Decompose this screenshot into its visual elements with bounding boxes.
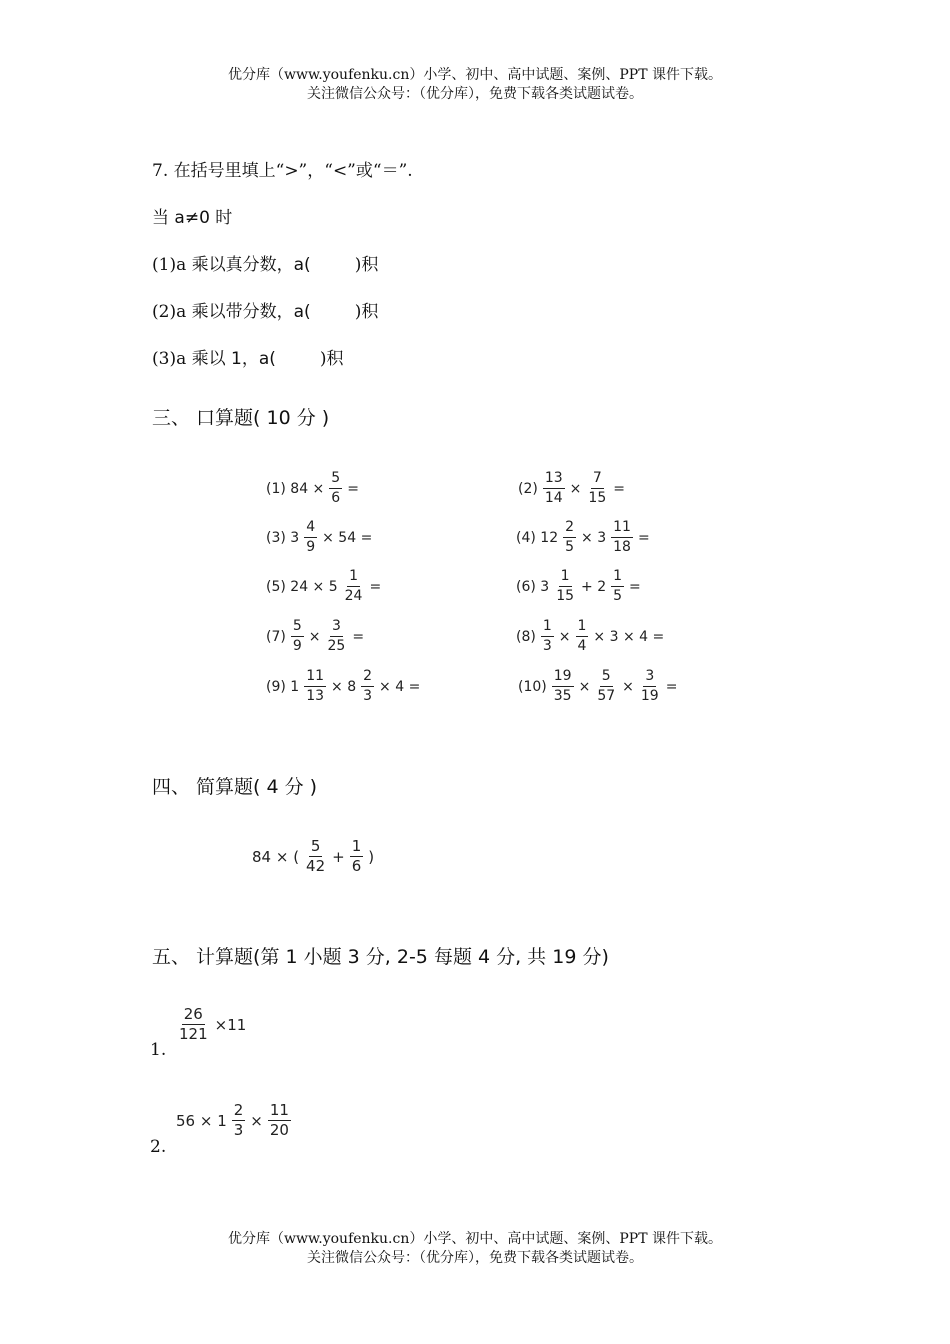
p6-eq: = — [629, 578, 641, 595]
q7-item-1 — [152, 250, 378, 275]
page-header — [0, 66, 950, 104]
oral-problem-3 — [264, 519, 374, 556]
p4-f1-num: 2 — [563, 519, 576, 538]
p9-f2-den: 3 — [363, 688, 373, 704]
p2-op: × — [569, 480, 582, 497]
c2-pre: 56 × 1 — [176, 1111, 227, 1130]
p3-num: 4 — [304, 519, 317, 538]
c2-f1-den: 3 — [233, 1121, 244, 1139]
p9-label: (9) 1 — [266, 678, 300, 695]
p6-op: + 2 — [581, 578, 607, 595]
p10-f2-num: 5 — [600, 668, 613, 687]
p10-f1-num: 19 — [552, 668, 574, 687]
p9-f1-num: 11 — [304, 668, 326, 687]
p2-f1-den: 14 — [544, 490, 563, 506]
q7-item-2-close: )积 — [354, 302, 379, 322]
p7-eq: = — [352, 628, 365, 645]
c1-num: 26 — [183, 1005, 203, 1023]
q7-condition-b: ≠0 时 — [184, 208, 233, 228]
p5-num: 1 — [347, 568, 360, 587]
p4-op: × 3 — [581, 529, 607, 546]
p8-f1-num: 1 — [541, 618, 554, 637]
oral-problem-1 — [264, 470, 361, 507]
p5-fraction — [343, 568, 365, 605]
oral-problem-9 — [264, 668, 422, 705]
p8-label: (8) — [516, 628, 536, 645]
p9-fraction-2 — [361, 668, 374, 705]
oral-problem-10 — [516, 668, 679, 705]
p8-fraction-2 — [576, 618, 589, 655]
p8-op: × — [558, 628, 571, 645]
oral-problem-6 — [514, 568, 643, 605]
p10-op-1: × — [578, 678, 591, 695]
oral-problem-8 — [514, 618, 666, 655]
header-line-1: 优分库（www.youfenku.cn）小学、初中、高中试题、案例、PPT 课件下载。 — [227, 67, 722, 83]
p2-f1-num: 13 — [543, 470, 565, 489]
p1-fraction — [329, 470, 342, 507]
p2-f2-num: 7 — [591, 470, 604, 489]
footer-line-2: 关注微信公众号：（优分库），免费下载各类试题试卷。 — [307, 1250, 643, 1266]
c2-f1-num: 2 — [233, 1101, 244, 1119]
p5-label: (5) 24 × 5 — [266, 578, 338, 595]
calc-q2-expression — [174, 1102, 294, 1139]
s4-pre: 84 × ( — [252, 847, 300, 866]
oral-problem-5 — [264, 568, 383, 605]
header-line-2: 关注微信公众号：（优分库），免费下载各类试题试卷。 — [307, 86, 643, 102]
p6-f2-num: 1 — [611, 568, 624, 587]
p6-f1-den: 15 — [556, 588, 575, 604]
p2-fraction-2 — [586, 470, 608, 507]
s4-op: + — [332, 847, 345, 866]
q7-item-3-close: )积 — [319, 349, 344, 369]
p3-fraction — [304, 519, 317, 556]
p5-den: 24 — [344, 588, 363, 604]
p2-fraction-1 — [543, 470, 565, 507]
p1-num: 5 — [329, 470, 342, 489]
s4-fraction-1 — [304, 838, 327, 875]
c2-f2-num: 11 — [269, 1101, 289, 1119]
p4-f2-den: 18 — [613, 539, 631, 555]
oral-problem-2 — [516, 470, 627, 507]
p1-eq: = — [347, 480, 359, 497]
q7-item-1-text: (1)a 乘以真分数， — [152, 255, 294, 275]
oral-problem-7 — [264, 618, 366, 655]
p10-f1-den: 35 — [553, 688, 572, 704]
q7-title: 7. 在括号里填上“>”，“<”或“＝”. — [152, 161, 413, 181]
p2-f2-den: 15 — [588, 490, 607, 506]
p8-fraction-1 — [541, 618, 554, 655]
p8-f2-den: 4 — [577, 638, 587, 654]
p7-f2-den: 25 — [327, 638, 346, 654]
p10-f2-den: 57 — [597, 688, 616, 704]
c1-fraction — [177, 1006, 210, 1043]
q7-item-3 — [152, 344, 344, 369]
p10-fraction-3 — [639, 668, 661, 705]
p10-label: (10) — [518, 678, 547, 695]
p9-rest: × 4 = — [379, 678, 421, 695]
p7-op: × — [308, 628, 321, 645]
calc-q1-expression — [174, 1006, 248, 1043]
p6-f1-num: 1 — [559, 568, 572, 587]
calc-q2-number: 2. — [150, 1137, 167, 1157]
q7-item-3-one: 1， — [231, 349, 259, 369]
p7-fraction-2 — [326, 618, 348, 655]
p4-f1-den: 5 — [565, 539, 575, 555]
section-5-title: 五、 计算题(第 1 小题 3 分, 2-5 每题 4 分, 共 19 分) — [152, 946, 609, 968]
simplify-expression — [250, 838, 376, 875]
q7-item-2-text: (2)a 乘以带分数， — [152, 302, 294, 322]
q7-item-3-a: a( — [258, 349, 276, 369]
q7-item-3-text: (3)a 乘以 — [152, 349, 232, 369]
p10-eq: = — [665, 678, 678, 695]
c1-den: 121 — [179, 1025, 208, 1043]
p8-f1-den: 3 — [542, 638, 552, 654]
p1-label: (1) 84 × — [266, 480, 325, 497]
p10-fraction-1 — [552, 668, 574, 705]
section-4-title: 四、 简算题( 4 分 ) — [152, 776, 318, 798]
p2-label: (2) — [518, 480, 538, 497]
p4-fraction-2 — [611, 519, 633, 556]
c2-fraction-2 — [268, 1102, 291, 1139]
p3-den: 9 — [306, 539, 316, 555]
p4-eq: = — [637, 529, 650, 546]
p6-fraction-2 — [611, 568, 624, 605]
s4-f1-num: 5 — [310, 837, 321, 855]
oral-problem-4 — [514, 519, 652, 556]
q7-item-1-close: )积 — [354, 255, 379, 275]
p7-label: (7) — [266, 628, 286, 645]
p4-f2-num: 11 — [611, 519, 633, 538]
p7-f1-num: 5 — [291, 618, 304, 637]
p3-label: (3) 3 — [266, 529, 300, 546]
page-footer — [0, 1230, 950, 1268]
q7-item-2 — [152, 297, 378, 322]
p2-eq: = — [613, 480, 625, 497]
s4-fraction-2 — [350, 838, 364, 875]
p8-f2-num: 1 — [576, 618, 589, 637]
p3-rest: × 54 = — [322, 529, 373, 546]
p9-fraction-1 — [304, 668, 326, 705]
p4-fraction-1 — [563, 519, 576, 556]
p9-f2-num: 2 — [361, 668, 374, 687]
p10-f3-den: 19 — [640, 688, 659, 704]
p10-op-2: × — [622, 678, 634, 695]
p10-f3-num: 3 — [643, 668, 656, 687]
q7-condition — [152, 203, 232, 228]
s4-f1-den: 42 — [306, 857, 326, 875]
c2-op: × — [250, 1111, 263, 1130]
s4-f2-num: 1 — [351, 837, 362, 855]
c2-f2-den: 20 — [269, 1121, 289, 1139]
p7-f2-num: 3 — [330, 618, 343, 637]
p6-fraction-1 — [554, 568, 576, 605]
p4-label: (4) 12 — [516, 529, 559, 546]
s4-post: ) — [368, 847, 375, 866]
p1-den: 6 — [331, 490, 341, 506]
q7-item-2-a: a( — [293, 302, 311, 322]
c2-fraction-1 — [232, 1102, 246, 1139]
p6-f2-den: 5 — [613, 588, 623, 604]
calc-q1-number: 1. — [150, 1040, 167, 1060]
footer-line-1: 优分库（www.youfenku.cn）小学、初中、高中试题、案例、PPT 课件下载。 — [227, 1231, 722, 1247]
p9-f1-den: 13 — [306, 688, 325, 704]
section-3-title: 三、 口算题( 10 分 ) — [152, 407, 330, 429]
s4-f2-den: 6 — [351, 857, 362, 875]
p7-f1-den: 9 — [292, 638, 302, 654]
p5-eq: = — [369, 578, 382, 595]
p6-label: (6) 3 — [516, 578, 550, 595]
p10-fraction-2 — [595, 668, 617, 705]
c1-rest: ×11 — [214, 1015, 247, 1034]
p9-op: × 8 — [331, 678, 357, 695]
p7-fraction-1 — [291, 618, 304, 655]
q7-item-1-a: a( — [293, 255, 311, 275]
q7-condition-a: 当 a — [152, 208, 185, 228]
p8-rest: × 3 × 4 = — [593, 628, 665, 645]
